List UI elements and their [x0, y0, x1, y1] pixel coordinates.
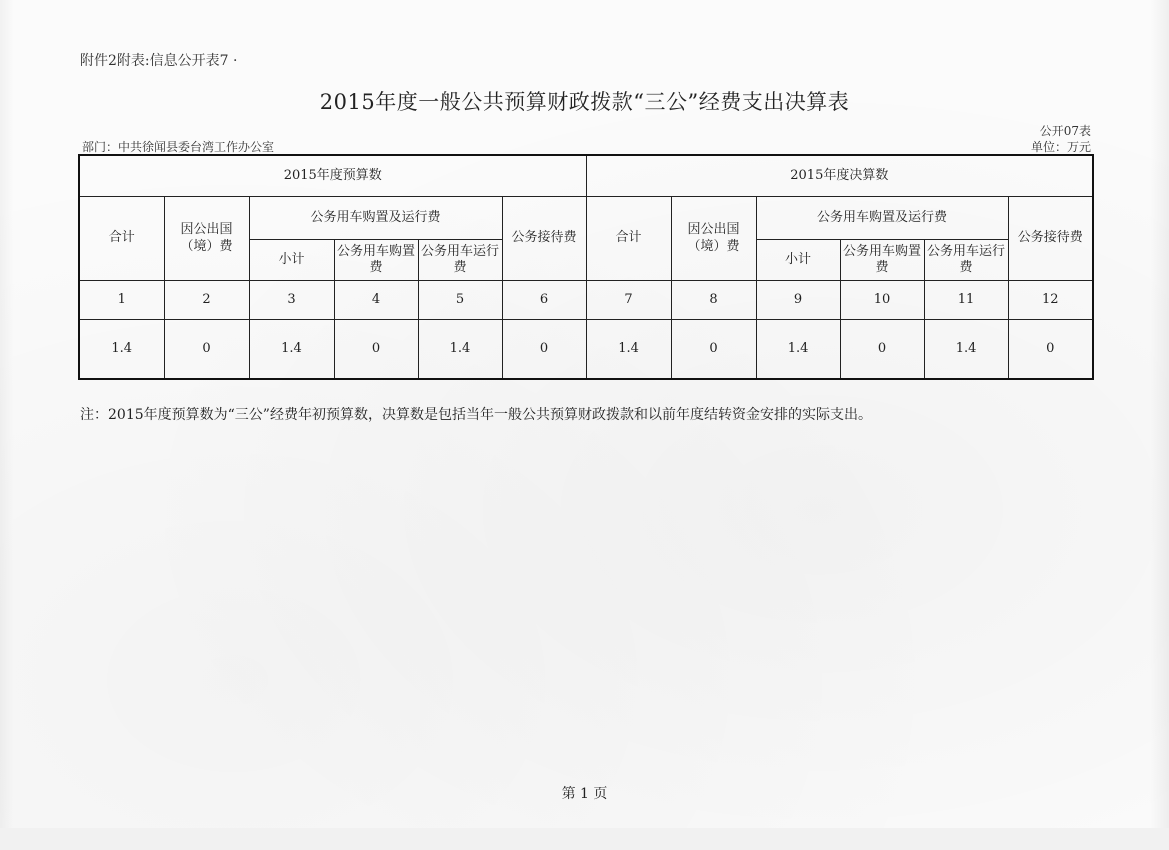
- index-cell: 11: [924, 281, 1008, 320]
- budget-abroad-header: 因公出国（境）费: [164, 197, 249, 281]
- final-vehicle-header: 公务用车购置及运行费: [756, 197, 1008, 240]
- final-operation-header: 公务用车运行费: [924, 240, 1008, 281]
- index-cell: 4: [334, 281, 418, 320]
- budget-group-header: 2015年度预算数: [79, 155, 586, 197]
- table-index-row: [79, 281, 1093, 320]
- value-cell: 1.4: [249, 320, 334, 380]
- value-cell: 0: [840, 320, 924, 380]
- index-cell: 12: [1008, 281, 1093, 320]
- index-cell: 2: [164, 281, 249, 320]
- index-cell: 8: [671, 281, 756, 320]
- budget-purchase-header: 公务用车购置费: [334, 240, 418, 281]
- index-cell: 7: [586, 281, 671, 320]
- final-reception-header: 公务接待费: [1008, 197, 1093, 281]
- index-cell: 1: [79, 281, 164, 320]
- index-cell: 6: [502, 281, 586, 320]
- budget-total-header: 合计: [79, 197, 164, 281]
- final-subtotal-header: 小计: [756, 240, 840, 281]
- value-cell: 1.4: [79, 320, 164, 380]
- table-value-row: [79, 320, 1093, 380]
- value-cell: 0: [164, 320, 249, 380]
- form-number: 公开07表: [1039, 124, 1091, 138]
- table-header-row-groups: [79, 155, 1093, 197]
- scan-edge: [0, 828, 1169, 850]
- footnote: 注：2015年度预算数为“三公”经费年初预算数，决算数是包括当年一般公共预算财政拨款和以前年度结转资金安排的实际支出。: [80, 407, 872, 423]
- unit-label: 单位：万元: [1030, 140, 1091, 154]
- value-cell: 1.4: [756, 320, 840, 380]
- department-label: 部门：中共徐闻县委台湾工作办公室: [82, 140, 275, 154]
- value-cell: 1.4: [924, 320, 1008, 380]
- budget-reception-header: 公务接待费: [502, 197, 586, 281]
- budget-subtotal-header: 小计: [249, 240, 334, 281]
- annex-label: 附件2附表:信息公开表7 ·: [80, 53, 238, 69]
- final-abroad-header: 因公出国（境）费: [671, 197, 756, 281]
- budget-operation-header: 公务用车运行费: [418, 240, 502, 281]
- table-header-row-categories: [79, 197, 1093, 240]
- index-cell: 3: [249, 281, 334, 320]
- page-title: 2015年度一般公共预算财政拨款“三公”经费支出决算表: [319, 90, 850, 114]
- index-cell: 9: [756, 281, 840, 320]
- value-cell: 0: [671, 320, 756, 380]
- page-number: 第 1 页: [561, 786, 608, 802]
- budget-vehicle-header: 公务用车购置及运行费: [249, 197, 502, 240]
- index-cell: 5: [418, 281, 502, 320]
- final-total-header: 合计: [586, 197, 671, 281]
- value-cell: 1.4: [418, 320, 502, 380]
- index-cell: 10: [840, 281, 924, 320]
- value-cell: 0: [1008, 320, 1093, 380]
- final-purchase-header: 公务用车购置费: [840, 240, 924, 281]
- value-cell: 0: [502, 320, 586, 380]
- expenditure-table: [78, 154, 1094, 380]
- final-group-header: 2015年度决算数: [586, 155, 1093, 197]
- value-cell: 0: [334, 320, 418, 380]
- value-cell: 1.4: [586, 320, 671, 380]
